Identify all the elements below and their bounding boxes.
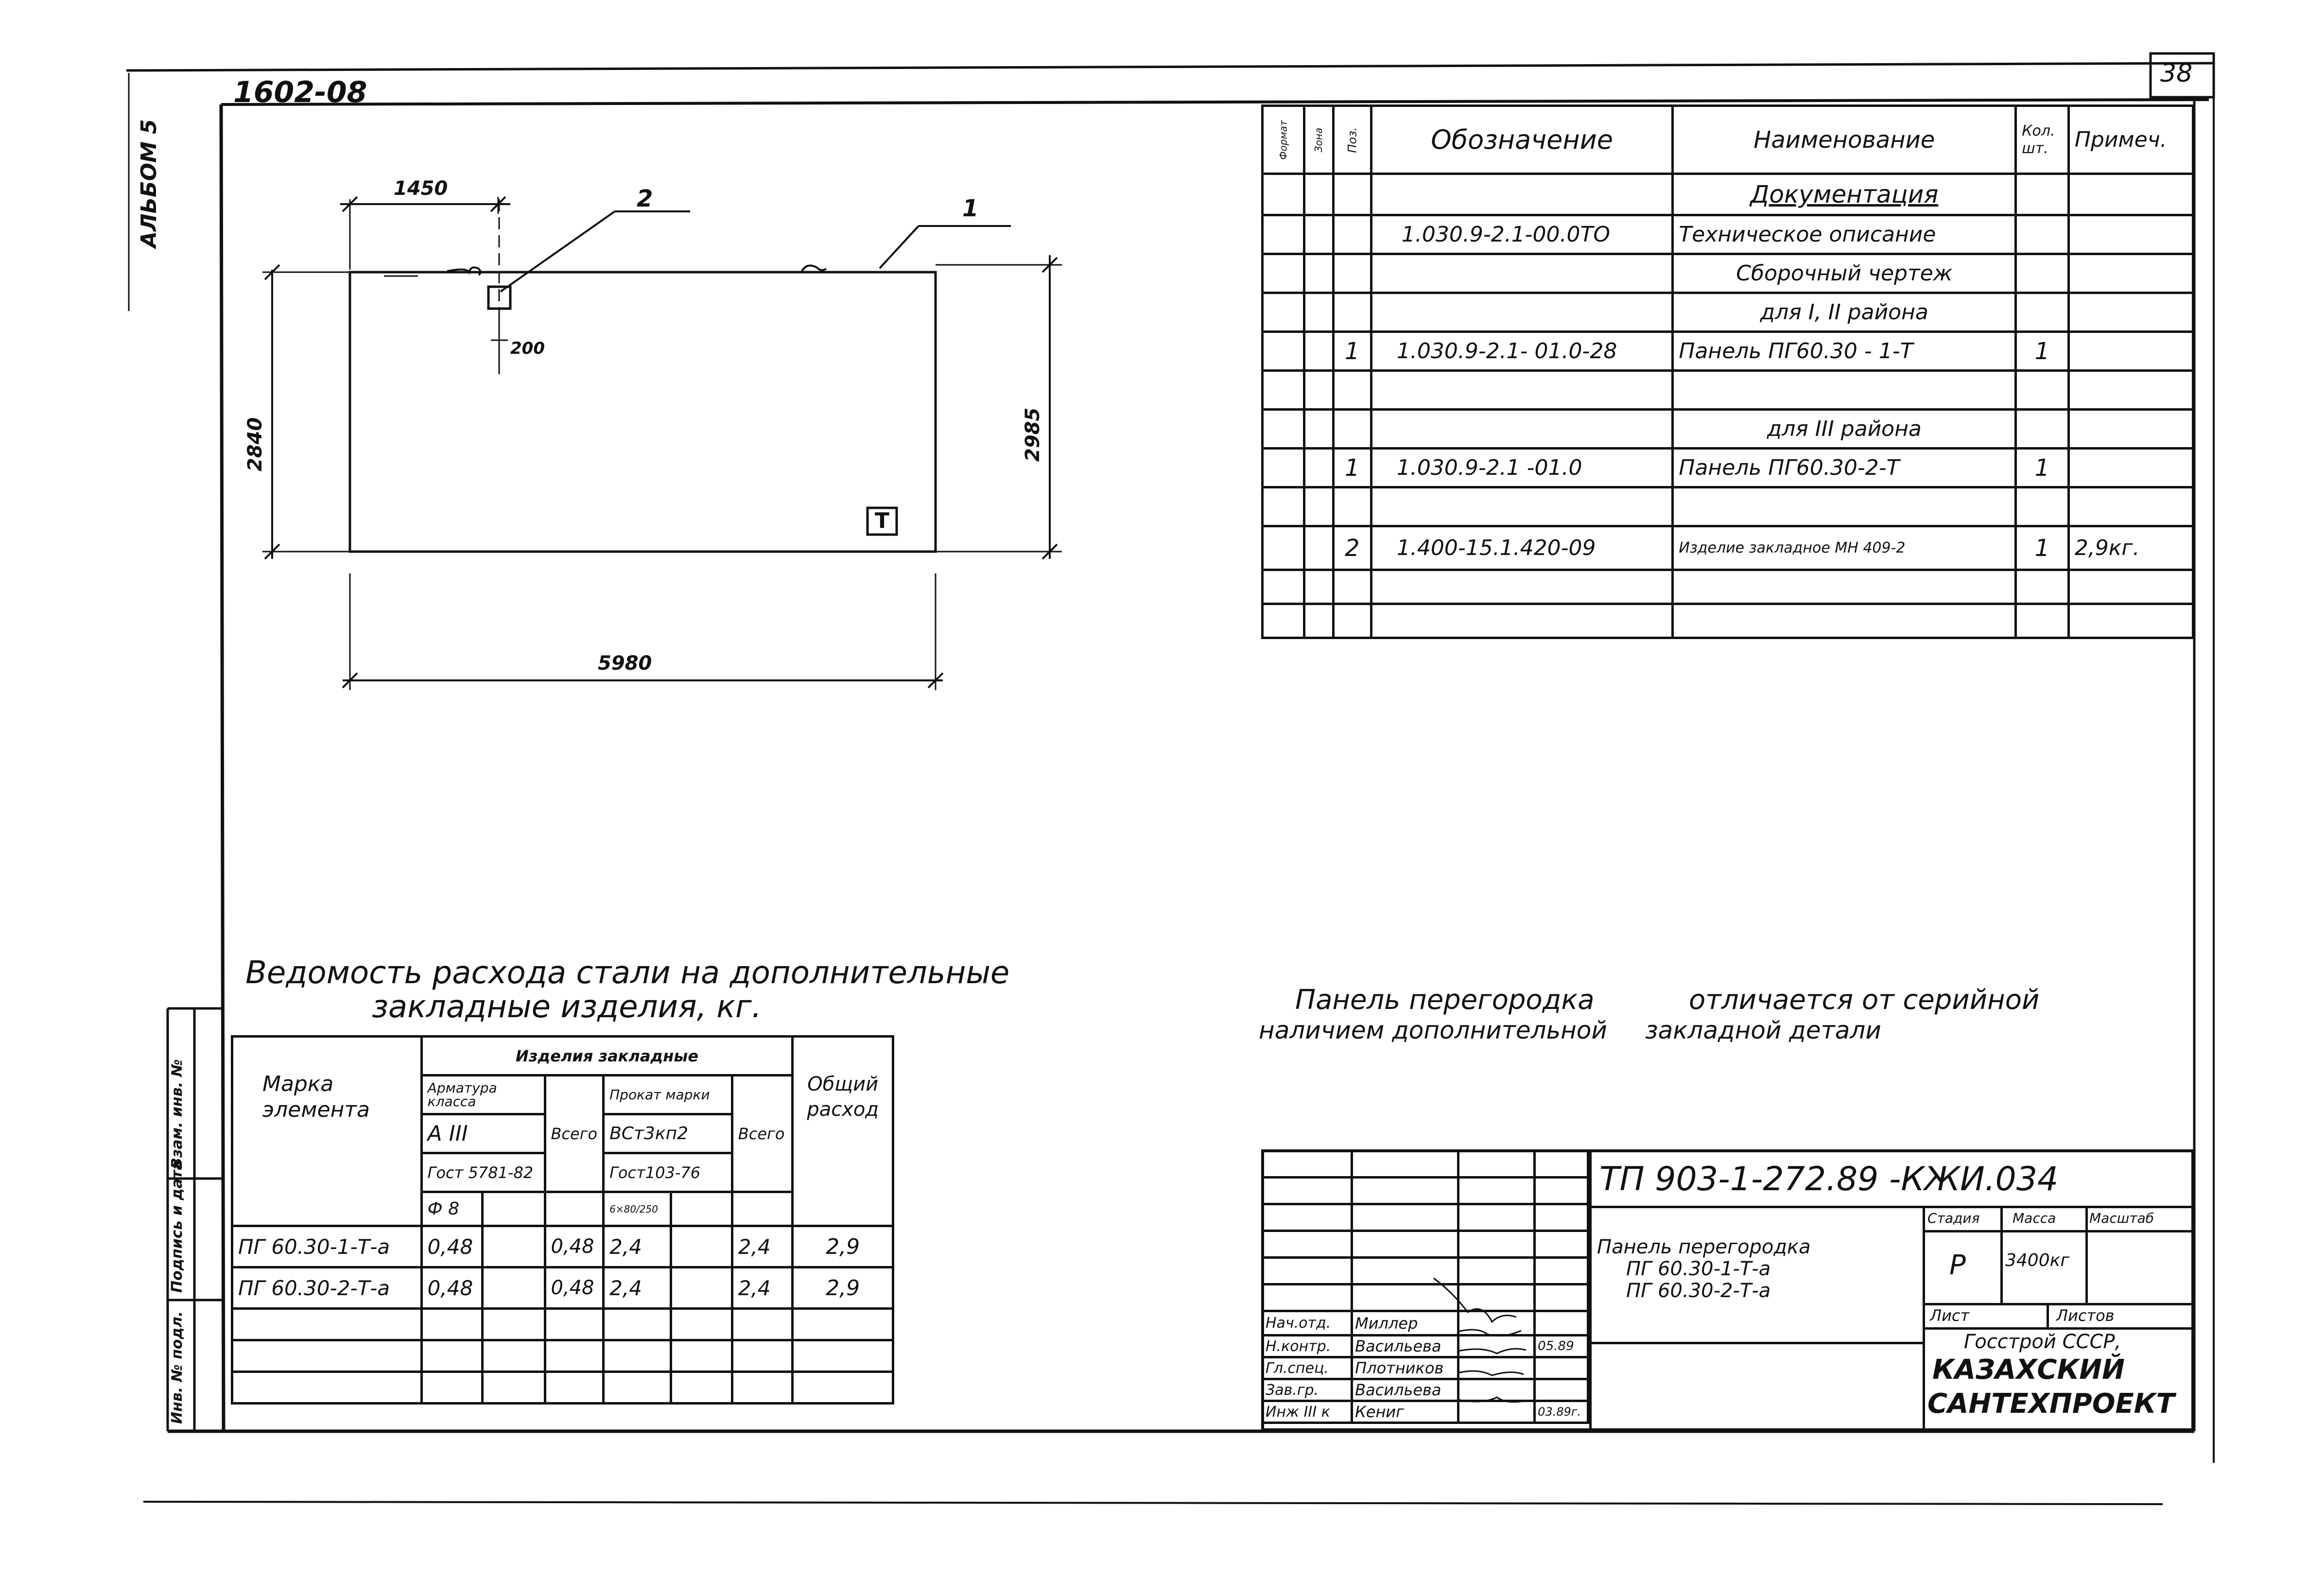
col-header-note: Примеч. — [2068, 106, 2193, 174]
staff-row — [1263, 1379, 1588, 1401]
drawing-title-3: ПГ 60.30-2-Т-а — [1626, 1280, 1771, 1302]
staff-role: Нач.отд. — [1263, 1311, 1352, 1336]
spec-row-name: Техническое описание — [1673, 215, 2016, 254]
spec-row-designation: 1.030.9-2.1- 01.0-28 — [1371, 332, 1673, 371]
spec-row-pos: 1 — [1333, 449, 1371, 487]
table-row — [232, 1226, 893, 1267]
col-header-zone: Зона — [1304, 106, 1334, 174]
staff-date — [1535, 1311, 1588, 1336]
spec-row-name: для I, II района — [1673, 293, 2016, 332]
steel-table-title-2: закладные изделия, кг. — [372, 989, 762, 1025]
table-row — [1263, 487, 2193, 526]
col-header-products: Изделия закладные — [421, 1037, 793, 1076]
side-stamp-sign-date: Подпись и дата — [169, 1160, 186, 1293]
table-row — [1263, 449, 2193, 487]
table-row — [1263, 570, 2193, 604]
staff-name: Кениг — [1352, 1401, 1458, 1423]
spec-row-qty: 1 — [2016, 526, 2069, 570]
staff-grid — [1261, 1149, 1589, 1424]
staff-row — [1263, 1401, 1588, 1423]
table-row — [1263, 604, 2193, 638]
table-row — [1263, 254, 2193, 293]
col-header-total-2: Всего — [732, 1076, 793, 1192]
col-header-qty: Кол. шт. — [2016, 106, 2069, 174]
staff-date — [1535, 1357, 1588, 1379]
inner-frame-left — [221, 104, 224, 1431]
steel-row-total1: 0,48 — [545, 1226, 604, 1267]
sheet-label: Лист — [1930, 1306, 1970, 1325]
drawing-title-1: Панель перегородка — [1597, 1236, 1811, 1258]
col-header-designation: Обозначение — [1371, 106, 1673, 174]
dim-2840-label: 2840 — [244, 417, 266, 471]
staff-role: Зав.гр. — [1263, 1379, 1352, 1401]
steel-row-mark: ПГ 60.30-1-Т-а — [232, 1226, 422, 1267]
table-row — [1263, 293, 2193, 332]
staff-row — [1263, 1336, 1588, 1357]
col-header-pos: Поз. — [1333, 106, 1371, 174]
steel-consumption-table — [231, 1035, 894, 1405]
steel-table-title-1: Ведомость расхода стали на дополнительные — [245, 955, 1010, 991]
mark-T: T — [875, 508, 890, 533]
spec-row-name: для III района — [1673, 410, 2016, 449]
spec-row-designation: 1.400-15.1.420-09 — [1371, 526, 1673, 570]
stage-label: Стадия — [1927, 1210, 1980, 1226]
table-row — [232, 1267, 893, 1309]
steel-row-rebar: 0,48 — [421, 1226, 482, 1267]
steel-row-total1: 0,48 — [545, 1267, 604, 1309]
side-stamp-replaced-inv: Взам. инв. № — [169, 1059, 186, 1169]
spec-row-name: Изделие закладное МН 409-2 — [1673, 526, 2016, 570]
staff-row — [1263, 1357, 1588, 1379]
steel-row-overall: 2,9 — [793, 1267, 893, 1309]
col-header-format: Формат — [1263, 106, 1304, 174]
spec-row-qty: 1 — [2016, 449, 2069, 487]
sheet-number: 38 — [2160, 59, 2193, 88]
stage-value: Р — [1949, 1249, 1966, 1281]
spec-row-pos: 1 — [1333, 332, 1371, 371]
staff-row — [1263, 1311, 1588, 1336]
spec-row-name: Документация — [1673, 174, 2016, 215]
steel-row-total2: 2,4 — [732, 1267, 793, 1309]
col-header-overall: Общий расход — [793, 1037, 893, 1226]
dim-5980-label: 5980 — [598, 652, 652, 675]
steel-row-overall: 2,9 — [793, 1226, 893, 1267]
org-line-1: Госстрой СССР, — [1964, 1331, 2121, 1353]
steel-row-rolled: 2,4 — [604, 1226, 671, 1267]
staff-name: Плотников — [1352, 1357, 1458, 1379]
mass-value: 3400кг — [2005, 1250, 2070, 1270]
table-row — [1263, 371, 2193, 410]
col-header-rebar-class: Арматура класса — [421, 1076, 545, 1114]
spec-row-name: Панель ПГ60.30 - 1-Т — [1673, 332, 2016, 371]
table-row — [1263, 174, 2193, 215]
table-row — [1263, 215, 2193, 254]
title-block — [1261, 1149, 2194, 1431]
panel-drawing — [262, 197, 1062, 690]
callout-2: 2 — [637, 185, 653, 212]
staff-date: 05.89 — [1535, 1336, 1588, 1357]
staff-role: Инж III к — [1263, 1401, 1352, 1423]
spec-row-note: 2,9кг. — [2068, 526, 2193, 570]
note-line2-a: наличием дополнительной — [1259, 1016, 1607, 1044]
staff-name: Миллер — [1352, 1311, 1458, 1336]
rebar-class-value: А III — [421, 1114, 545, 1153]
staff-date: 03.89г. — [1535, 1401, 1588, 1423]
steel-row-total2: 2,4 — [732, 1226, 793, 1267]
col-header-total-1: Всего — [545, 1076, 604, 1192]
album-label: АЛЬБОМ 5 — [137, 119, 161, 248]
mass-label: Масса — [2013, 1210, 2056, 1226]
col-header-name: Наименование — [1673, 106, 2016, 174]
dim-1450-label: 1450 — [394, 177, 448, 200]
spec-row-qty: 1 — [2016, 332, 2069, 371]
staff-role: Гл.спец. — [1263, 1357, 1352, 1379]
spec-row-pos: 2 — [1333, 526, 1371, 570]
table-row — [1263, 410, 2193, 449]
org-line-2: КАЗАХСКИЙ — [1932, 1354, 2125, 1386]
callout-1: 1 — [962, 195, 979, 222]
note-line1-b: отличается от серийной — [1689, 984, 2040, 1016]
drawing-title-2: ПГ 60.30-1-Т-а — [1626, 1258, 1771, 1280]
scale-label: Масштаб — [2089, 1210, 2154, 1226]
steel-row-mark: ПГ 60.30-2-Т-а — [232, 1267, 422, 1309]
sheets-label: Листов — [2056, 1306, 2115, 1325]
org-line-3: САНТЕХПРОЕКТ — [1927, 1388, 2175, 1420]
staff-role: Н.контр. — [1263, 1336, 1352, 1357]
rebar-gost: Гост 5781-82 — [421, 1153, 545, 1192]
rolled-size: 6×80/250 — [604, 1192, 671, 1226]
spec-row-name: Панель ПГ60.30-2-Т — [1673, 449, 2016, 487]
table-row — [1263, 526, 2193, 570]
dim-2985-label: 2985 — [1022, 407, 1044, 462]
note-line2-b: закладной детали — [1645, 1016, 1881, 1044]
col-header-rolled-grade: Прокат марки — [604, 1076, 732, 1114]
rolled-grade-value: ВСт3кп2 — [604, 1114, 732, 1153]
spec-row-designation: 1.030.9-2.1-00.0ТО — [1371, 215, 1673, 254]
project-code: ТП 903-1-272.89 -КЖИ.034 — [1599, 1160, 2059, 1198]
rebar-dia: Ф 8 — [421, 1192, 482, 1226]
inner-frame-top — [221, 100, 2209, 104]
rolled-gost: Гост103-76 — [604, 1153, 732, 1192]
side-stamp-inv-orig: Инв. № подл. — [169, 1311, 186, 1424]
steel-row-rebar: 0,48 — [421, 1267, 482, 1309]
steel-row-rolled: 2,4 — [604, 1267, 671, 1309]
spec-row-name: Сборочный чертеж — [1673, 254, 2016, 293]
dim-200-label: 200 — [510, 339, 545, 358]
staff-date — [1535, 1379, 1588, 1401]
note-line1-a: Панель перегородка — [1295, 984, 1595, 1016]
spec-row-designation: 1.030.9-2.1 -01.0 — [1371, 449, 1673, 487]
doc-code: 1602-08 — [233, 75, 367, 109]
specification-table — [1261, 104, 2194, 639]
col-header-element-mark: Марка элемента — [232, 1037, 422, 1226]
table-row — [1263, 332, 2193, 371]
panel-outline — [350, 272, 936, 552]
staff-name: Васильева — [1352, 1336, 1458, 1357]
staff-name: Васильева — [1352, 1379, 1458, 1401]
